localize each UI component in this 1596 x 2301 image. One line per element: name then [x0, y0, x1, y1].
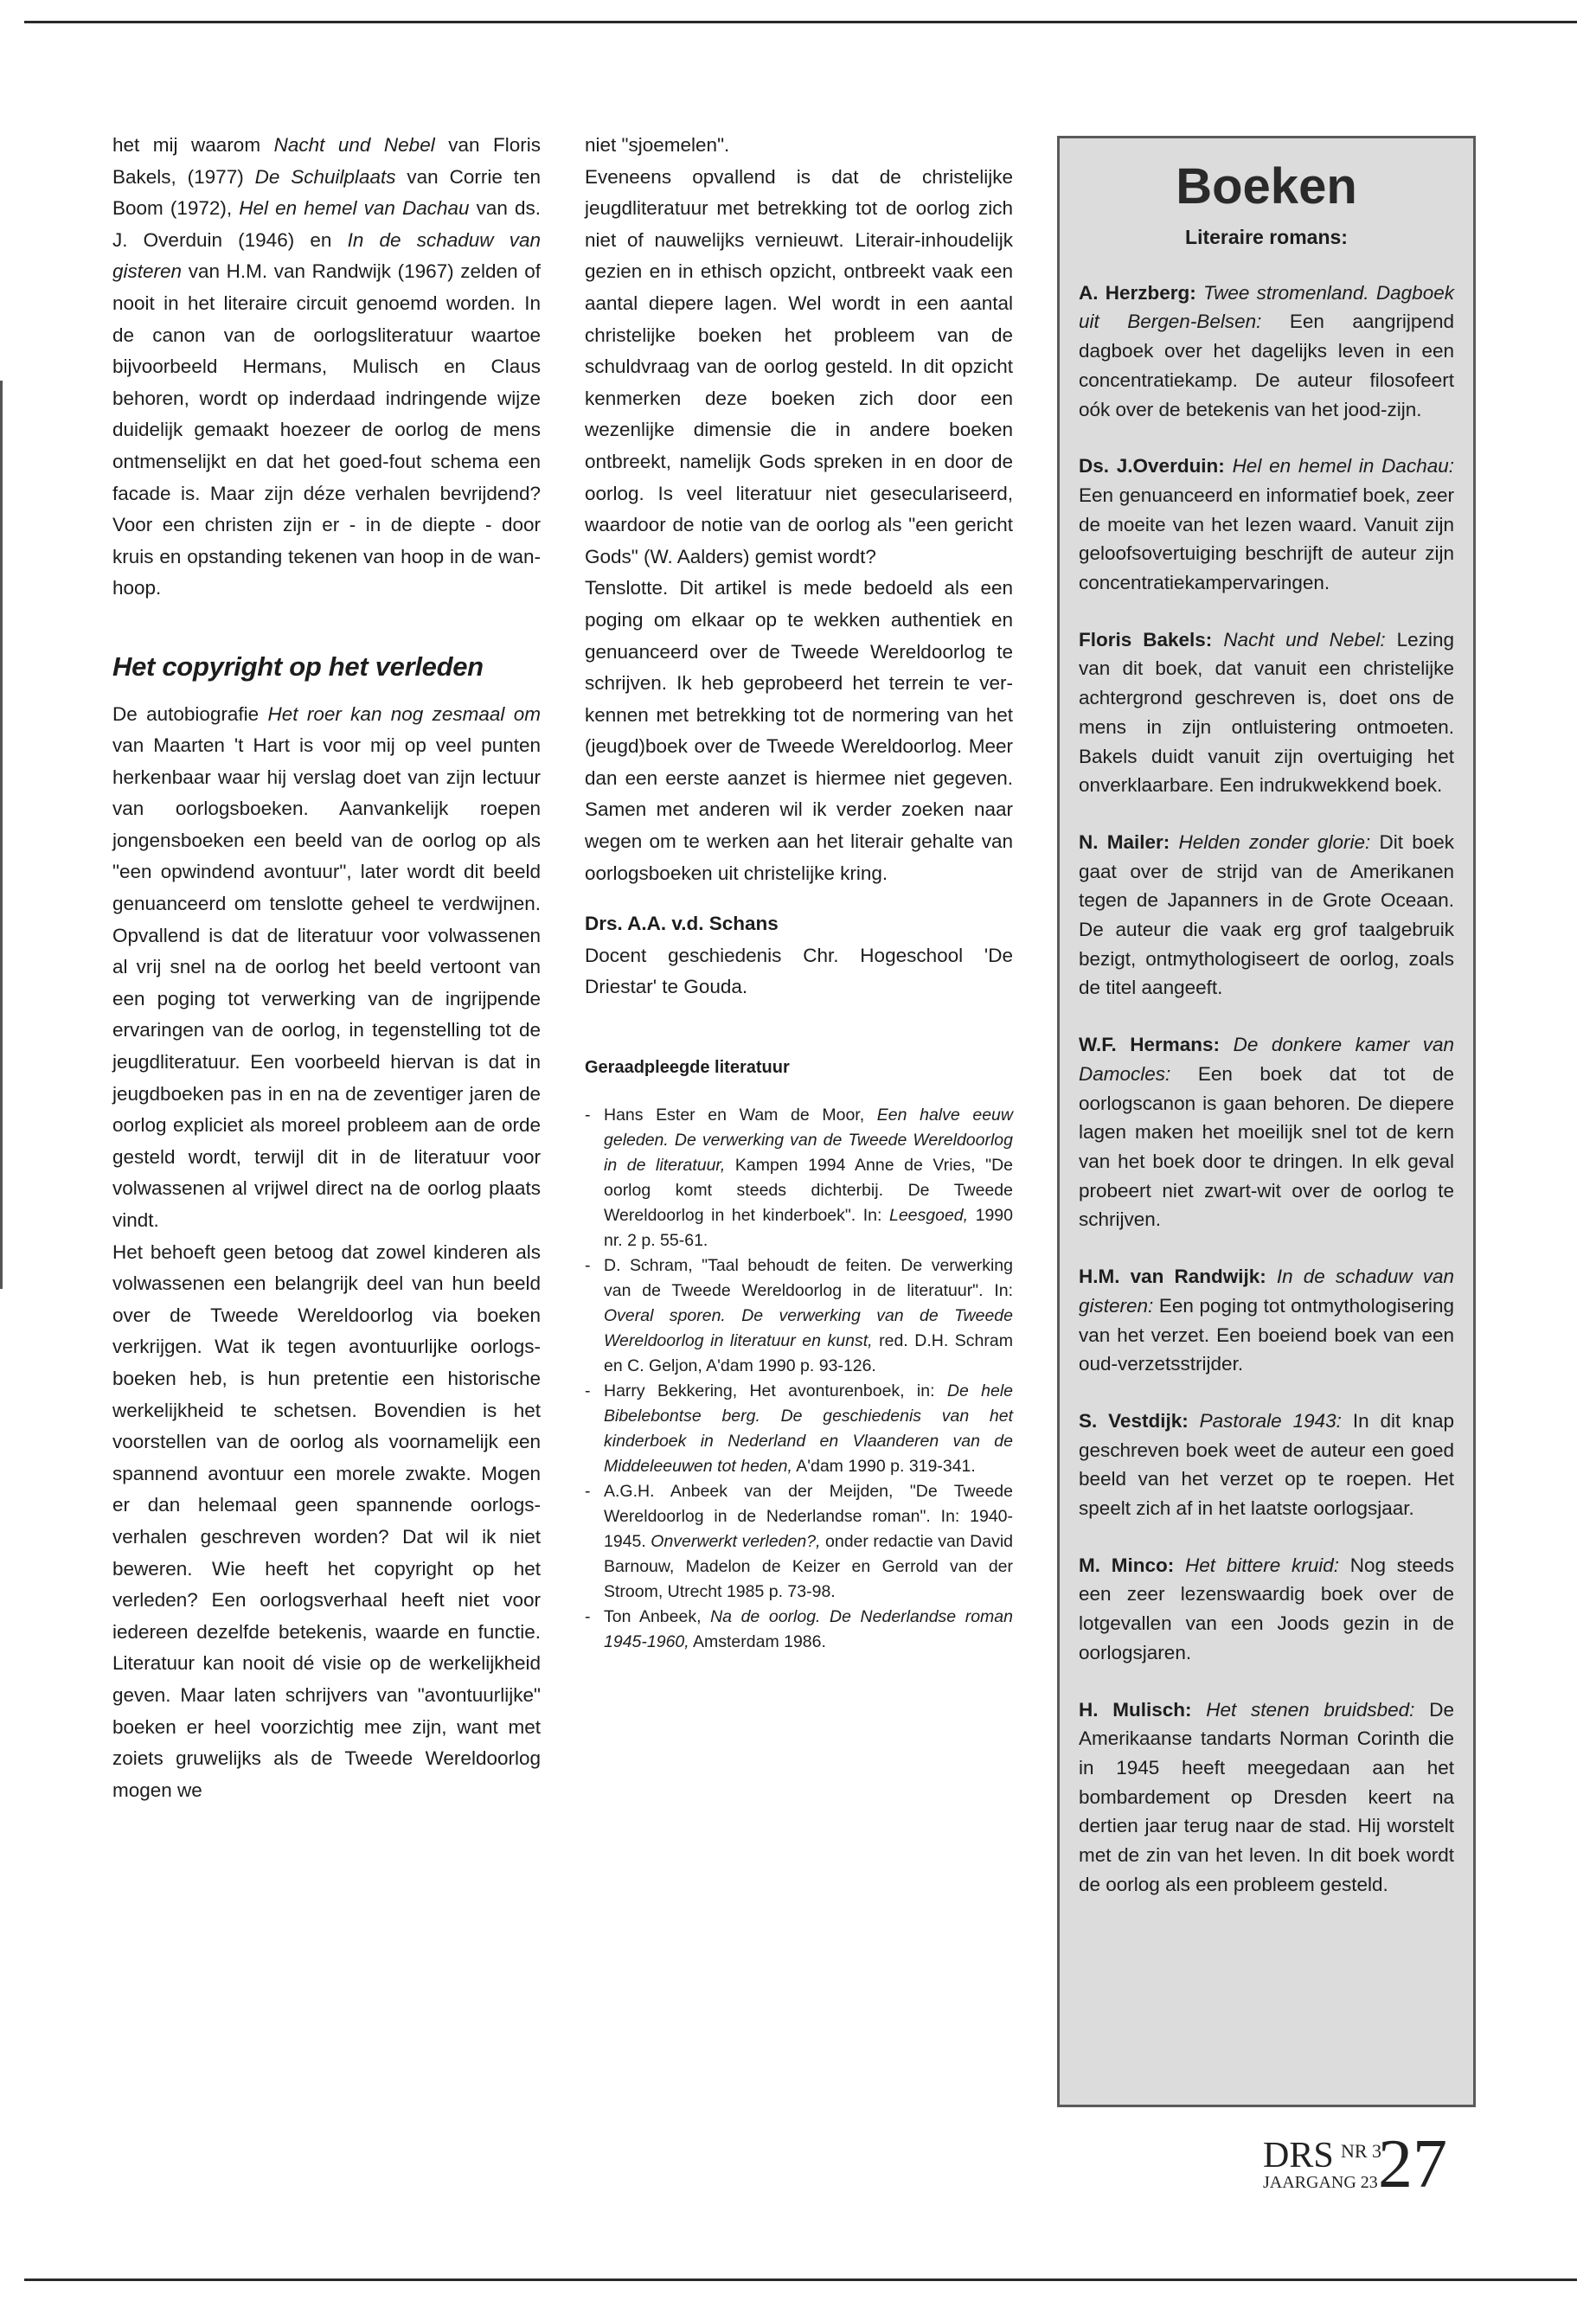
- col1-paragraph-1: [112, 130, 541, 605]
- page-number: 27: [1378, 2126, 1447, 2202]
- book-title: Het stenen bruidsbed:: [1206, 1698, 1415, 1721]
- page-footer: [1263, 2126, 1505, 2202]
- text-run: Amsterdam 1986.: [689, 1631, 826, 1651]
- text-run: van Corrie ten Boom (1972),: [112, 165, 541, 220]
- book-author: Floris Bakels:: [1079, 628, 1213, 651]
- text-run: van Maarten 't Hart is voor mij op veel punten herkenbaar waar hij verslag doet van zijn lectuur van oorlogsboeken. Aanvankelijk roepen jongensboeken een beeld van de oorlog op als "een opwindend avontuur", later wordt dit beeld genuanceerd om tenslotte geheel te verdwijnen. Opvallend is dat de literatuur voor volwassenen al vrij snel na de oorlog het beeld vertoont van een poging tot verwerking van de ingrijpende ervaringen van de oorlog, in tegenstelling tot de jeugdliteratuur. Een voorbeeld hiervan is dat in jeugdboeken pas in en na de zeventiger jaren de oorlog expliciet als moreel probleem aan de orde gesteld wordt, terwijl dit in de literatuur voor volwassenen al vrijwel direct na de oorlog plaats vindt.: [112, 734, 541, 1231]
- book-author: S. Vestdijk:: [1079, 1409, 1189, 1432]
- col1-paragraph-3: Het behoeft geen betoog dat zowel kinderen als volwassenen een belangrijk deel van hun beeld over de Tweede Wereldoorlog via boeken verkrijgen. Wat ik tegen avontuurlijke oorlogsboeken heb, is hun pretentie een historische werkelijkheid te schetsen. Bovendien is het voorstellen van de oorlog als voornamelijk een spannend avontuur een morele zwakte. Mogen er dan helemaal geen spannende oorlogsverhalen geschreven worden? Dat wil ik niet beweren. Wie heeft het copyright op het verleden? Een oorlogsverhaal heeft niet voor iedereen dezelfde betekenis, waarde en functie. Literatuur kan nooit dé visie op de werkelijkheid geven. Maar laten schrijvers van "avontuurlijke" boeken er heel voorzichtig mee zijn, want met zoiets gruwelijks als de Tweede Wereldoorlog mogen we: [112, 1240, 541, 1801]
- book-description: Een genuanceerd en informatief boek, zeer de moeite van het lezen waard. Vanuit zijn geloofsovertuiging beschrijft de auteur zijn concentratiekampervaringen.: [1079, 484, 1454, 594]
- book-title: In de schaduw van gisteren:: [1079, 1266, 1455, 1317]
- book-author: A. Herzberg:: [1079, 281, 1196, 304]
- book-title: Het bittere kruid:: [1184, 1554, 1339, 1576]
- book-description: Een boek dat tot de oorlogscanon is gaan behoren. De diepere lagen maken het moeilijk snel tot de kern van het boek door te dringen. In elk geval probeert niet zwart-wit over de oorlog te schrijven.: [1079, 1062, 1454, 1231]
- book-description: Een poging tot ontmythologisering van het verzet. Een boeiend boek van een oud-verzetsstrijder.: [1079, 1294, 1454, 1375]
- book-entry: [1079, 452, 1454, 598]
- book-description: Een aangrijpend dagboek over het dagelijks leven in een concentratiekamp. De auteur filosofeert oók over de betekenis van het jood-zijn.: [1079, 311, 1454, 420]
- text-run: red. D.H. Schram en C. Geljon, A'dam 1990 p. 93-126.: [604, 1330, 1013, 1375]
- book-description: In dit knap geschreven boek weet de auteur een goed beeld van het verzet op te roepen. Het speelt zich af in het laatste oorlogsjaar.: [1079, 1409, 1454, 1520]
- book-title: Pastorale 1943:: [1199, 1409, 1342, 1432]
- book-entry: [1079, 1030, 1454, 1234]
- italic-title: In de schaduw van gisteren: [112, 228, 542, 283]
- author-role: Docent geschiedenis Chr. Hogeschool 'De Driestar' te Gouda.: [585, 944, 1013, 998]
- article-column-left: [112, 130, 541, 1806]
- italic-title: De Schuilplaats: [254, 165, 396, 188]
- italic-title: Nacht und Nebel: [273, 134, 435, 156]
- books-sidebar: [1057, 136, 1476, 2107]
- author-name: Drs. A.A. v.d. Schans: [585, 913, 779, 935]
- book-title: Twee stromenland. Dagboek uit Bergen-Belsen:: [1079, 281, 1454, 333]
- top-rule: [24, 21, 1577, 23]
- book-entry: [1079, 1407, 1454, 1523]
- col1-paragraph-2: [112, 699, 541, 1237]
- text-run: Harry Bekkering, Het avonturenboek, in:: [604, 1381, 947, 1400]
- text-run: De autobiografie: [112, 702, 268, 725]
- scan-edge-mark: [0, 381, 3, 1289]
- book-title: De donkere kamer van Damocles:: [1079, 1034, 1454, 1085]
- text-run: A'dam 1990 p. 319-341.: [792, 1456, 976, 1476]
- italic-title: Leesgoed,: [888, 1205, 969, 1225]
- italic-title: Na de oorlog. De Nederlandse roman 1945-1960,: [604, 1606, 1013, 1651]
- book-author: Ds. J.Overduin:: [1079, 455, 1225, 478]
- magazine-name: DRS: [1263, 2136, 1334, 2176]
- text-run: A.G.H. Anbeek van der Meijden, "De Tweede Wereldoorlog in de Nederlandse roman". In: 1940-1945.: [604, 1481, 1013, 1551]
- volume-label: JAARGANG 23: [1263, 2173, 1378, 2192]
- text-run: D. Schram, "Taal behoudt de feiten. De verwerking van de Tweede Wereldoorlog in de literatuur". In:: [604, 1255, 1013, 1300]
- book-title: Helden zonder glorie:: [1178, 830, 1371, 853]
- text-run: het mij waarom: [112, 134, 274, 156]
- book-author: W.F. Hermans:: [1079, 1034, 1221, 1056]
- bibliography-heading: Geraadpleegde literatuur: [585, 1058, 790, 1078]
- sidebar-subtitle: Literaire romans:: [1185, 226, 1348, 248]
- text-run: Ton Anbeek,: [604, 1606, 711, 1626]
- book-author: N. Mailer:: [1079, 830, 1170, 853]
- book-author: M. Minco:: [1079, 1554, 1175, 1576]
- bibliography-item: [585, 1253, 1013, 1379]
- book-description: Lezing van dit boek, dat vanuit een christelijke achtergrond geschreven is, doet ons de mens in zijn ontluistering ontmoeten. Bakels duidt vanuit zijn overtuiging het onverklaarbare. Een indrukwekkend boek.: [1079, 628, 1454, 797]
- article-column-middle: [585, 130, 1013, 1655]
- book-title: Hel en hemel in Dachau:: [1232, 455, 1454, 478]
- col2-paragraph-1: niet "sjoemelen".: [585, 134, 730, 156]
- book-entry: [1079, 625, 1454, 800]
- italic-title: Het roer kan nog zesmaal om: [267, 702, 541, 725]
- book-author: H. Mulisch:: [1079, 1698, 1192, 1721]
- text-run: Hans Ester en Wam de Moor,: [604, 1105, 877, 1125]
- col2-paragraph-2: Eveneens opvallend is dat de christelijke jeugdliteratuur met betrekking tot de oorlog zich niet of nauwelijks vernieuwt. Literair-inhoudelijk gezien en in ethisch opzicht, ontbreekt vaak een aantal diepere lagen. Wel wordt in een aantal christelijke boeken het probleem van de schuldvraag van de oorlog gesteld. In dit opzicht kenmerken deze boeken zich door een wezenlijke dimensie die in andere boeken ontbreekt, namelijk Gods spreken in en door de oorlog. Is veel literatuur niet geseculariseerd, waardoor de notie van de oorlog als "een gericht Gods" (W. Aalders) gemist wordt?: [585, 165, 1013, 567]
- book-description: De Amerikaanse tandarts Norman Corinth die in 1945 heeft meegedaan aan het bombardement op Dresden keert na dertien jaar terug naar de stad. Hij worstelt met de zin van het leven. In dit boek wordt de oorlog als een probleem gesteld.: [1079, 1698, 1454, 1895]
- bottom-rule: [24, 2279, 1577, 2281]
- book-entry: [1079, 279, 1454, 425]
- book-entry: [1079, 1695, 1454, 1900]
- book-description: Nog steeds een zeer lezenswaardig boek over de lotgevallen van een Joods gezin in de oorlogsjaren.: [1079, 1554, 1454, 1663]
- bibliography-item: [585, 1103, 1013, 1253]
- text-run: van ds. J. Overduin (1946) en: [112, 197, 541, 251]
- bibliography-item: [585, 1479, 1013, 1605]
- text-run: onder redactie van David Barnouw, Madelon de Keizer en Gerrold van der Stroom, Utrecht 1985 p. 73-98.: [604, 1531, 1014, 1601]
- book-entry: [1079, 1262, 1454, 1379]
- sidebar-title: Boeken: [1176, 158, 1357, 215]
- text-run: van H.M. van Randwijk (1967) zelden of nooit in het literaire circuit genoemd worden. In de canon van de oorlogsliteratuur waartoe bijvoorbeeld Hermans, Mulisch en Claus behoren, wordt op inderdaad indringende wijze duidelijk gemaakt hoezeer de oorlog de mens ontmenselijkt en dat het goed-fout schema een facade is. Maar zijn déze verhalen bevrijdend? Voor een christen zijn er - in de diepte - door kruis en opstanding tekenen van hoop in de wanhoop.: [112, 260, 541, 599]
- book-title: Nacht und Nebel:: [1223, 628, 1386, 651]
- book-entry: [1079, 1551, 1454, 1668]
- italic-title: Overal sporen. De verwerking van de Tweede Wereldoorlog in literatuur en kunst,: [604, 1305, 1013, 1350]
- italic-title: Onverwerkt verleden?,: [651, 1531, 821, 1551]
- text-run: 1990 nr. 2 p. 55-61.: [604, 1205, 1013, 1250]
- italic-title: De hele Bibelebontse berg. De geschiedenis van het kinderboek in Nederland en Vlaanderen van de Middeleeuwen tot heden,: [604, 1381, 1013, 1476]
- section-heading: Het copyright op het verleden: [112, 651, 484, 682]
- bibliography-item: [585, 1379, 1013, 1479]
- book-entry: [1079, 828, 1454, 1003]
- italic-title: Een halve eeuw geleden. De verwerking van de Tweede Wereldoorlog in de literatuur,: [604, 1105, 1013, 1175]
- issue-number: NR 3: [1341, 2140, 1382, 2162]
- text-run: Kampen 1994 Anne de Vries, "De oorlog komt steeds dichterbij. De Tweede Wereldoorlog in het kinderboek". In:: [604, 1155, 1013, 1225]
- book-description: Dit boek gaat over de strijd van de Amerikanen tegen de Japanners in de Grote Oceaan. De auteur die vaak erg grof taalgebruik bezigt, ontmythologiseert de oorlog, zoals de titel aangeeft.: [1079, 830, 1454, 999]
- bibliography-list: [585, 1103, 1013, 1655]
- bibliography-item: [585, 1605, 1013, 1655]
- book-author: H.M. van Randwijk:: [1079, 1266, 1266, 1288]
- italic-title: Hel en hemel van Dachau: [239, 197, 470, 220]
- text-run: van Floris Bakels, (1977): [112, 134, 542, 188]
- col2-paragraph-3: Tenslotte. Dit artikel is mede bedoeld als een poging om elkaar op te wekken authentiek en genuanceerd over de Tweede Wereldoorlog te schrijven. Ik heb geprobeerd het terrein te verkennen met betrekking tot de normering van het (jeugd)boek over de Tweede Wereldoorlog. Meer dan een eerste aanzet is hiermee niet gegeven. Samen met anderen wil ik verder zoeken naar wegen om te werken aan het literair gehalte van oorlogsboeken uit christelijke kring.: [585, 577, 1013, 884]
